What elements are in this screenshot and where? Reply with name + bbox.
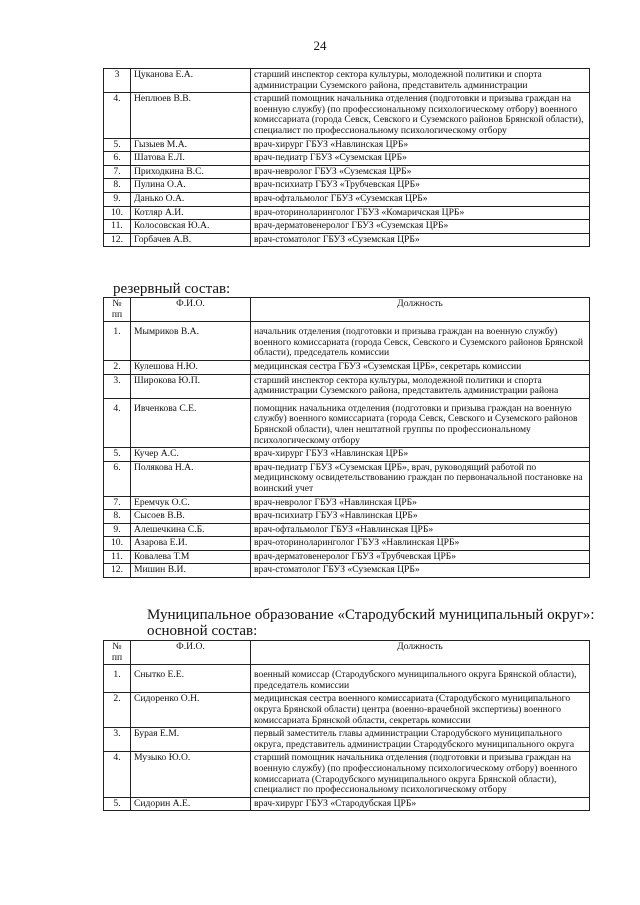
table-row [104, 550, 590, 564]
row-name: Неплюев В.В. [131, 93, 251, 138]
row-number: 8. [104, 179, 131, 193]
row-position: врач-дерматовенеролог ГБУЗ «Суземская ЦРБ» [251, 220, 590, 234]
row-number: 10. [104, 206, 131, 220]
row-position: врач-невролог ГБУЗ «Навлинская ЦРБ» [251, 496, 590, 510]
row-position: военный комиссар (Стародубского муниципального округа Брянской области), председатель комиссии [251, 665, 590, 693]
row-name: Горбачев А.В. [131, 233, 251, 247]
row-number: 1. [104, 322, 131, 361]
row-name: Колосовская Ю.А. [131, 220, 251, 234]
header-num: № пп [104, 298, 131, 322]
row-position: врач-педиатр ГБУЗ «Суземская ЦРБ» [251, 152, 590, 166]
table-row [104, 728, 590, 752]
row-number: 8. [104, 510, 131, 524]
table-row [104, 797, 590, 811]
table-row [104, 192, 590, 206]
table-row [104, 233, 590, 247]
header-num: № пп [104, 641, 131, 665]
header-position: Должность [251, 298, 590, 322]
row-position: старший инспектор сектора культуры, молодежной политики и спорта администрации Суземского района, представитель администрации [251, 69, 590, 93]
row-position: врач-оториноларинголог ГБУЗ «Комаричская ЦРБ» [251, 206, 590, 220]
header-position: Должность [251, 641, 590, 665]
table-row [104, 69, 590, 93]
row-position: помощник начальника отделения (подготовки и призыва граждан на военную службу) военного комиссариата (города Севск, Севского и Суземского районов Брянской области), член нештатной группы по профессиональному психологическому отбору [251, 398, 590, 447]
row-position: начальник отделения (подготовки и призыва граждан на военную службу) военного комиссариата (города Севск, Севского и Суземского районов Брянской области), председатель комиссии [251, 322, 590, 361]
table-main-body [104, 665, 590, 811]
table-row [104, 510, 590, 524]
row-position: врач-хирург ГБУЗ «Навлинская ЦРБ» [251, 138, 590, 152]
row-position: старший помощник начальника отделения (подготовки и призыва граждан на военную службу) (по профессиональному психологическому отбору) военного комиссариата (города Севск, Севского и Суземского районов Брянской области), специалист по профессиональному психологическому отбору [251, 93, 590, 138]
row-number: 12. [104, 233, 131, 247]
table-row [104, 374, 590, 398]
row-number: 4. [104, 398, 131, 447]
row-position: врач-офтальмолог ГБУЗ «Суземская ЦРБ» [251, 192, 590, 206]
row-position: врач-хирург ГБУЗ «Стародубская ЦРБ» [251, 797, 590, 811]
row-position: медицинская сестра ГБУЗ «Суземская ЦРБ», секретарь комиссии [251, 360, 590, 374]
table-row [104, 360, 590, 374]
main-heading: основной состав: [147, 623, 258, 639]
table-reserve-body [104, 322, 590, 578]
row-name: Мишин В.И. [131, 564, 251, 578]
row-position: врач-психиатр ГБУЗ «Навлинская ЦРБ» [251, 510, 590, 524]
row-number: 4. [104, 93, 131, 138]
table-row [104, 220, 590, 234]
row-name: Алешечкина С.Б. [131, 523, 251, 537]
row-name: Ковалева Т.М [131, 550, 251, 564]
row-name: Музыко Ю.О. [131, 752, 251, 797]
row-name: Котляр А.И. [131, 206, 251, 220]
row-name: Шатова Е.Л. [131, 152, 251, 166]
row-name: Мымриков В.А. [131, 322, 251, 361]
row-position: врач-оториноларинголог ГБУЗ «Навлинская ЦРБ» [251, 537, 590, 551]
table-row [104, 523, 590, 537]
table-row [104, 693, 590, 728]
table-row [104, 448, 590, 462]
header-name: Ф.И.О. [131, 641, 251, 665]
row-name: Пулина О.А. [131, 179, 251, 193]
row-number: 9. [104, 523, 131, 537]
row-number: 11. [104, 220, 131, 234]
row-number: 6. [104, 152, 131, 166]
table-row [104, 564, 590, 578]
row-position: врач-офтальмолог ГБУЗ «Навлинская ЦРБ» [251, 523, 590, 537]
row-name: Сидорин А.Е. [131, 797, 251, 811]
row-name: Бурая Е.М. [131, 728, 251, 752]
row-number: 7. [104, 165, 131, 179]
header-name: Ф.И.О. [131, 298, 251, 322]
table-main-head [104, 641, 590, 665]
table-row [104, 138, 590, 152]
row-name: Гызыев М.А. [131, 138, 251, 152]
table-continuation-body [104, 69, 590, 247]
table-reserve [103, 297, 590, 578]
municipal-heading: Муниципальное образование «Стародубский муниципальный округ»: [147, 607, 595, 623]
row-name: Кулешова Н.Ю. [131, 360, 251, 374]
row-number: 7. [104, 496, 131, 510]
row-number: 12. [104, 564, 131, 578]
row-name: Данько О.А. [131, 192, 251, 206]
row-name: Сидоренко О.Н. [131, 693, 251, 728]
page-number: 24 [313, 38, 327, 53]
table-row [104, 398, 590, 447]
row-name: Широкова Ю.П. [131, 374, 251, 398]
table-row [104, 152, 590, 166]
row-position: медицинская сестра военного комиссариата (Стародубского муниципального округа Брянской области) центра (военно-врачебной экспертизы) военного комиссариата Брянской области, секретарь комиссии [251, 693, 590, 728]
table-row [104, 665, 590, 693]
table-row [104, 537, 590, 551]
table-row [104, 179, 590, 193]
row-number: 2. [104, 693, 131, 728]
table-row [104, 496, 590, 510]
table-continuation [103, 68, 590, 247]
row-position: врач-стоматолог ГБУЗ «Суземская ЦРБ» [251, 564, 590, 578]
row-position: врач-дерматовенеролог ГБУЗ «Трубчевская ЦРБ» [251, 550, 590, 564]
table-reserve-head [104, 298, 590, 322]
table-row [104, 461, 590, 496]
row-position: первый заместитель главы администрации Стародубского муниципального округа, представитель администрации Стародубского муниципального округа [251, 728, 590, 752]
row-position: старший инспектор сектора культуры, молодежной политики и спорта администрации Суземского района, представитель администрации района [251, 374, 590, 398]
table-header-row [104, 298, 590, 322]
table-row [104, 165, 590, 179]
row-name: Еремчук О.С. [131, 496, 251, 510]
row-number: 9. [104, 192, 131, 206]
row-position: врач-психиатр ГБУЗ «Трубчевская ЦРБ» [251, 179, 590, 193]
row-number: 5. [104, 448, 131, 462]
reserve-heading: резервный состав: [113, 281, 231, 297]
table-row [104, 752, 590, 797]
row-name: Цуканова Е.А. [131, 69, 251, 93]
table-row [104, 93, 590, 138]
row-name: Приходкина В.С. [131, 165, 251, 179]
row-number: 3. [104, 728, 131, 752]
row-name: Азарова Е.И. [131, 537, 251, 551]
row-position: врач-педиатр ГБУЗ «Суземская ЦРБ», врач, руководящий работой по медицинскому освидетельствованию граждан по первоначальной постановке на воинский учет [251, 461, 590, 496]
row-number: 2. [104, 360, 131, 374]
row-number: 6. [104, 461, 131, 496]
row-number: 4. [104, 752, 131, 797]
row-position: старший помощник начальника отделения (подготовки и призыва граждан на военную службу) (по профессиональному психологическому отбору) военного комиссариата (Стародубского муниципального округа Брянской области), специалист по профессиональному психологическому отбору [251, 752, 590, 797]
row-name: Полякова Н.А. [131, 461, 251, 496]
row-name: Кучер А.С. [131, 448, 251, 462]
row-number: 1. [104, 665, 131, 693]
row-name: Снытко Е.Е. [131, 665, 251, 693]
table-main [103, 640, 590, 811]
row-position: врач-хирург ГБУЗ «Навлинская ЦРБ» [251, 448, 590, 462]
row-number: 3 [104, 69, 131, 93]
row-number: 11. [104, 550, 131, 564]
row-number: 5. [104, 797, 131, 811]
row-name: Ивченкова С.Е. [131, 398, 251, 447]
row-position: врач-невролог ГБУЗ «Суземская ЦРБ» [251, 165, 590, 179]
row-number: 3. [104, 374, 131, 398]
row-position: врач-стоматолог ГБУЗ «Суземская ЦРБ» [251, 233, 590, 247]
table-row [104, 322, 590, 361]
row-name: Сысоев В.В. [131, 510, 251, 524]
row-number: 10. [104, 537, 131, 551]
table-row [104, 206, 590, 220]
row-number: 5. [104, 138, 131, 152]
table-header-row [104, 641, 590, 665]
